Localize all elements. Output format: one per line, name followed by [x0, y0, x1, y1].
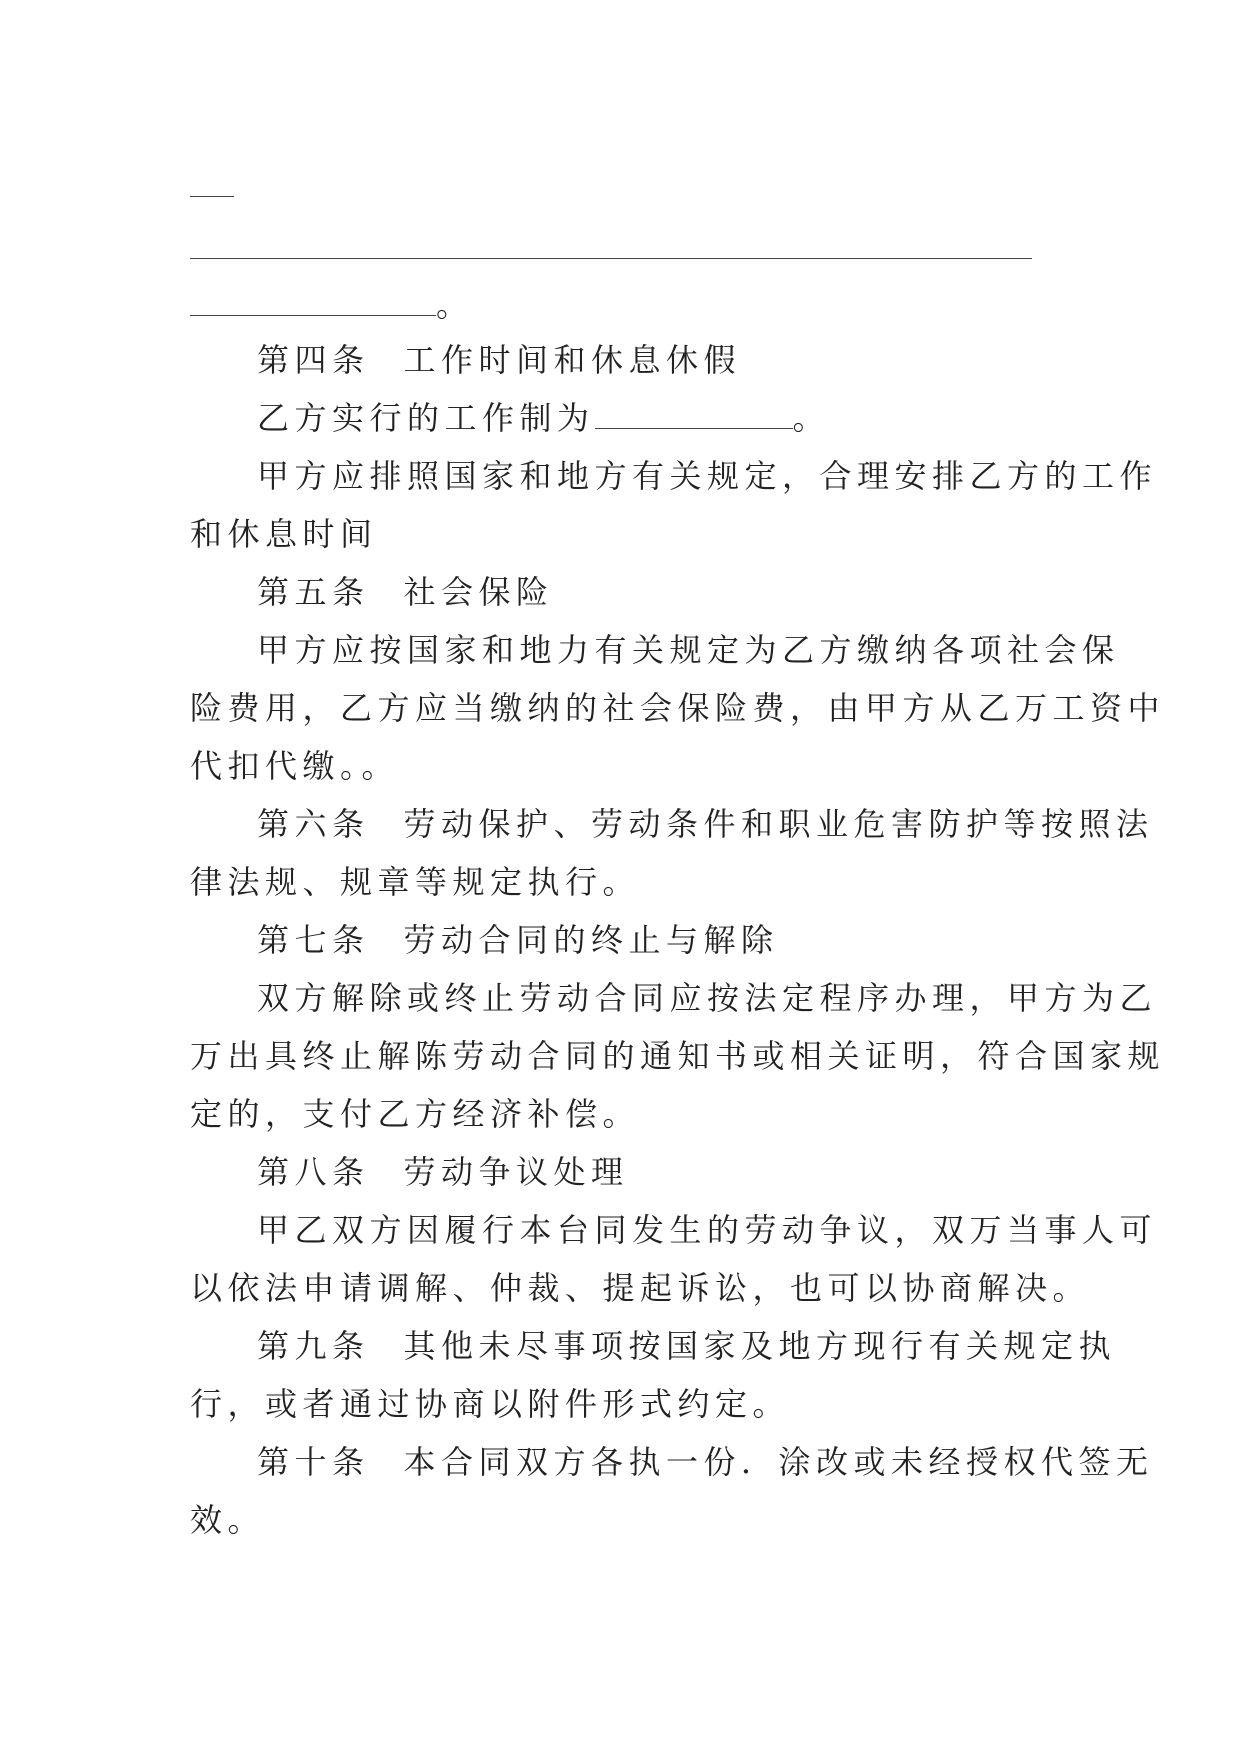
article-9-line-1	[257, 1326, 1116, 1366]
fill-in-line-full	[190, 258, 1032, 259]
article-7-number: 第七条	[257, 921, 370, 959]
fill-in-blank	[190, 285, 436, 316]
article-6-line-2: 律法规、规章等规定执行。	[190, 863, 641, 901]
article-8-line-2: 以依法申请调解、仲裁、提起诉讼，也可以协商解决。	[190, 1269, 1091, 1307]
fill-in-line-end	[190, 285, 474, 325]
article-7-title: 劳动合同的终止与解除	[403, 921, 779, 959]
fill-in-end-punct: 。	[436, 286, 474, 324]
work-system-blank	[595, 398, 793, 429]
article-4-paragraph-line-2: 和休息时间	[190, 515, 378, 553]
article-4-heading	[257, 340, 741, 380]
article-8-heading	[257, 1152, 629, 1192]
article-5-line-3: 代扣代缴。。	[190, 747, 400, 785]
article-10-line-1	[257, 1442, 1154, 1482]
article-9-number: 第九条	[257, 1327, 370, 1365]
article-6-number: 第六条	[257, 805, 370, 843]
article-5-line-1: 甲方应按国家和地力有关规定为乙方缴纳各项社会保	[257, 631, 1120, 669]
article-4-paragraph-line-1: 甲方应排照国家和地方有关规定，合理安排乙方的工作	[257, 457, 1158, 495]
article-9-text: 其他未尽事项按国家及地方现行有关规定执	[403, 1327, 1117, 1365]
article-7-line-3: 定的，支付乙方经济补偿。	[190, 1095, 641, 1133]
article-4-work-system-end: 。	[792, 399, 831, 437]
article-8-number: 第八条	[257, 1153, 370, 1191]
article-5-number: 第五条	[257, 573, 370, 611]
article-6-line-1	[257, 804, 1154, 844]
article-5-heading	[257, 572, 554, 612]
article-7-line-2: 万出具终止解陈劳动合同的通知书或相关证明，符合国家规	[190, 1037, 1166, 1075]
article-8-line-1: 甲乙双方因履行本台同发生的劳动争议，双万当事人可	[257, 1211, 1158, 1249]
article-4-work-system-line	[257, 398, 830, 438]
article-4-title: 工作时间和休息休假	[403, 341, 742, 379]
article-6-text: 劳动保护、劳动条件和职业危害防护等按照法	[403, 805, 1154, 843]
article-5-line-2: 险费用，乙方应当缴纳的社会保险费，由甲方从乙万工资中	[190, 689, 1166, 727]
article-8-title: 劳动争议处理	[403, 1153, 629, 1191]
article-10-number: 第十条	[257, 1443, 370, 1481]
article-5-title: 社会保险	[403, 573, 554, 611]
article-10-line-2: 效。	[190, 1501, 266, 1539]
article-7-heading	[257, 920, 779, 960]
article-4-work-system-label: 乙方实行的工作制为	[257, 399, 595, 437]
article-7-line-1: 双方解除或终止劳动合同应按法定程序办理，甲方为乙	[257, 979, 1158, 1017]
article-4-number: 第四条	[257, 341, 370, 379]
fill-in-line-short	[190, 196, 234, 197]
article-10-text: 本合同双方各执一份．涂改或未经授权代签无	[403, 1443, 1154, 1481]
article-9-line-2: 行，或者通过协商以附件形式约定。	[190, 1385, 791, 1423]
